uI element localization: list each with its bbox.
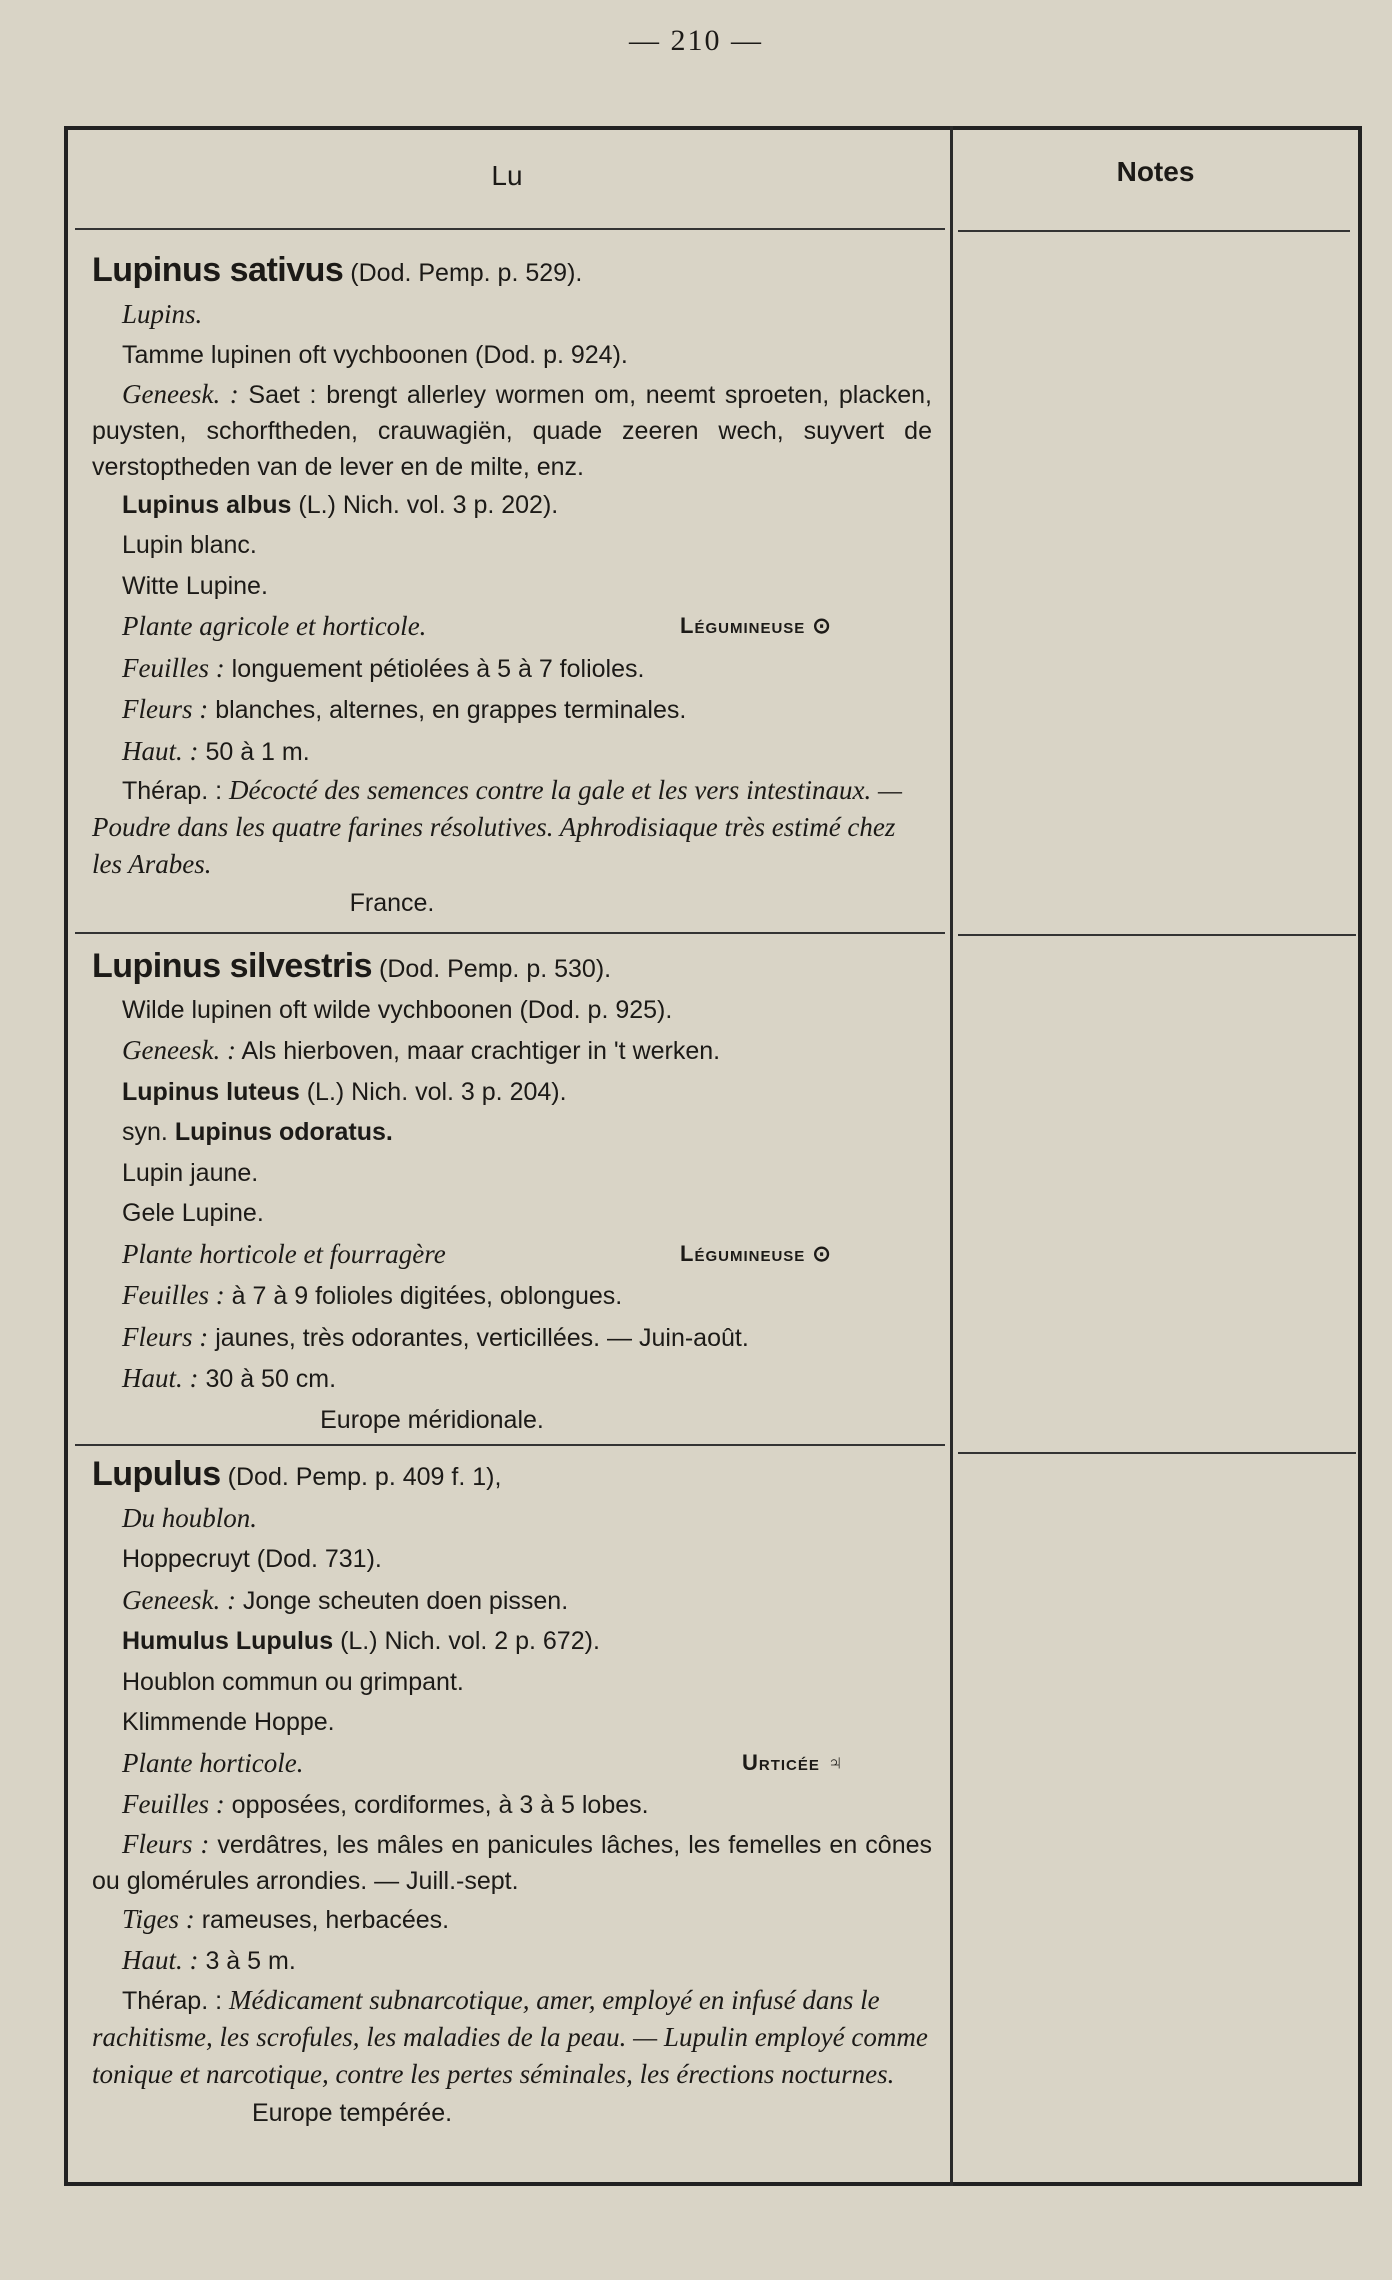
species-reference: (L.) Nich. vol. 3 p. 202). bbox=[298, 490, 559, 519]
origin: Europe méridionale. bbox=[320, 1405, 544, 1434]
entry-title: Lupinus silvestris bbox=[92, 947, 373, 985]
species-reference: (L.) Nich. vol. 2 p. 672). bbox=[340, 1627, 600, 1655]
geneesk-paragraph: Geneesk. : Saet : brengt allerley wormen om, neemt sproeten, placken, puysten, schorftheden, crauwagiën, quade zeeren wech, suyvert de verstoptheden van de lever en de milte, enz. bbox=[92, 378, 932, 481]
dutch-name: Tamme lupinen oft vychboonen (Dod. p. 924). bbox=[122, 341, 628, 369]
field-label: Feuilles : bbox=[122, 652, 225, 683]
entry-reference: (Dod. Pemp. p. 529). bbox=[350, 259, 583, 287]
family-label: Légumineuse ⊙ bbox=[680, 1240, 832, 1266]
notes-separator bbox=[958, 1452, 1356, 1454]
french-name: Houblon commun ou grimpant. bbox=[122, 1667, 464, 1696]
origin: France. bbox=[349, 889, 435, 917]
field-label: Geneesk. : bbox=[122, 1584, 236, 1615]
family-label: Urticée ♃ bbox=[742, 1749, 845, 1775]
syn-label: syn. bbox=[122, 1118, 168, 1146]
entry-title: Lupinus sativus bbox=[92, 251, 344, 289]
column-header-notes: Notes bbox=[1116, 156, 1195, 187]
origin: Europe tempérée. bbox=[251, 2098, 453, 2127]
fleurs-paragraph: Fleurs : verdâtres, les mâles en panicules lâches, les femelles en cônes ou glomérules arrondies. — Juill.-sept. bbox=[92, 1828, 932, 1895]
entry-lupinus-sativus: Lupinus sativus (Dod. Pemp. p. 529). Lupins. Tamme lupinen oft vychboonen (Dod. p. 924). Geneesk. : Saet : brengt allerley wormen om, neemt sproeten, placken, puysten, schorftheden, crauwagiën, quade zeeren wech, suyvert de verstoptheden van de lever en de milte, enz. Lupinus albus (L.) Nich. vol. 3 p. 202). Lupin blanc. Witte Lupine. Plante agricole et horticole. Légumineuse ⊙ Feuilles : longuement pétiolées à 5 à 7 folioles. Fleurs : blanches, alternes, en grappes terminales. Haut. : 50 à 1 m. Thérap. : Décocté des semences contre la gale et les vers intestinaux. — Poudre dans les quatre farines résolutives. Aphrodisiaque très estimé chez les Arabes. France. bbox=[92, 250, 938, 924]
header-rule-right bbox=[958, 230, 1350, 232]
field-value: rameuses, herbacées. bbox=[201, 1905, 450, 1934]
plant-type: Plante horticole et fourragère bbox=[122, 1238, 446, 1269]
field-label: Feuilles : bbox=[122, 1280, 225, 1310]
field-label: Haut. : bbox=[122, 735, 199, 766]
column-header-lu: Lu bbox=[491, 160, 523, 191]
plant-type: Plante horticole. bbox=[122, 1747, 304, 1778]
dutch-common-name: Klimmende Hoppe. bbox=[122, 1708, 335, 1736]
therap-paragraph: Thérap. : Médicament subnarcotique, amer, employé en infusé dans le rachitisme, les scrofules, les maladies de la peau. — Lupulin employé comme tonique et narcotique, contre les pertes séminales, les érections nocturnes. bbox=[92, 1984, 928, 2089]
species-name: Humulus Lupulus bbox=[122, 1627, 334, 1655]
page-number: — 210 — bbox=[629, 24, 763, 57]
field-value: longuement pétiolées à 5 à 7 folioles. bbox=[231, 654, 645, 683]
species-reference: (L.) Nich. vol. 3 p. 204). bbox=[306, 1077, 567, 1106]
entry-lupulus bbox=[92, 1454, 938, 2133]
species-name: Lupinus luteus bbox=[122, 1077, 300, 1106]
therap-paragraph: Thérap. : Décocté des semences contre la gale et les vers intestinaux. — Poudre dans les quatre farines résolutives. Aphrodisiaque très estimé chez les Arabes. bbox=[92, 775, 903, 879]
field-label: Tiges : bbox=[122, 1903, 195, 1934]
common-name: Lupins. bbox=[122, 298, 203, 329]
field-label: Haut. : bbox=[122, 1363, 199, 1393]
entry-separator bbox=[75, 932, 945, 934]
field-label: Haut. : bbox=[122, 1945, 199, 1975]
field-value: 3 à 5 m. bbox=[205, 1947, 296, 1975]
common-name: Du houblon. bbox=[122, 1502, 257, 1533]
notes-separator bbox=[958, 934, 1356, 936]
species-name: Lupinus albus bbox=[122, 490, 292, 519]
dutch-common-name: Witte Lupine. bbox=[122, 571, 268, 600]
field-value: à 7 à 9 folioles digitées, oblongues. bbox=[231, 1282, 623, 1310]
dutch-common-name: Gele Lupine. bbox=[122, 1199, 264, 1227]
field-label: Geneesk. : bbox=[122, 1035, 236, 1065]
field-value: blanches, alternes, en grappes terminales. bbox=[215, 696, 687, 724]
field-value: opposées, cordiformes, à 3 à 5 lobes. bbox=[231, 1791, 649, 1819]
field-value: Als hierboven, maar crachtiger in 't werken. bbox=[241, 1037, 721, 1065]
field-value: jaunes, très odorantes, verticillées. — Juin-août. bbox=[215, 1323, 749, 1352]
dutch-name: Hoppecruyt (Dod. 731). bbox=[122, 1545, 382, 1573]
entry-separator bbox=[75, 1444, 945, 1446]
field-value: 30 à 50 cm. bbox=[205, 1365, 337, 1393]
entry-title: Lupulus bbox=[92, 1455, 221, 1493]
french-name: Lupin jaune. bbox=[122, 1158, 259, 1187]
entry-reference: (Dod. Pemp. p. 530). bbox=[379, 955, 612, 983]
field-label: Feuilles : bbox=[122, 1789, 225, 1819]
entry-reference: (Dod. Pemp. p. 409 f. 1), bbox=[227, 1463, 502, 1491]
field-label: Fleurs : bbox=[122, 694, 209, 724]
column-divider bbox=[950, 126, 953, 2186]
header-rule-left bbox=[75, 228, 945, 230]
dutch-name: Wilde lupinen oft wilde vychboonen (Dod. p. 925). bbox=[122, 995, 673, 1024]
french-name: Lupin blanc. bbox=[122, 531, 257, 559]
plant-type: Plante agricole et horticole. bbox=[122, 611, 427, 641]
synonym: Lupinus odoratus. bbox=[174, 1118, 393, 1146]
field-value: Jonge scheuten doen pissen. bbox=[242, 1586, 569, 1615]
entry-lupinus-silvestris bbox=[92, 946, 938, 1440]
field-label: Fleurs : bbox=[122, 1321, 209, 1352]
field-value: 50 à 1 m. bbox=[205, 737, 310, 766]
